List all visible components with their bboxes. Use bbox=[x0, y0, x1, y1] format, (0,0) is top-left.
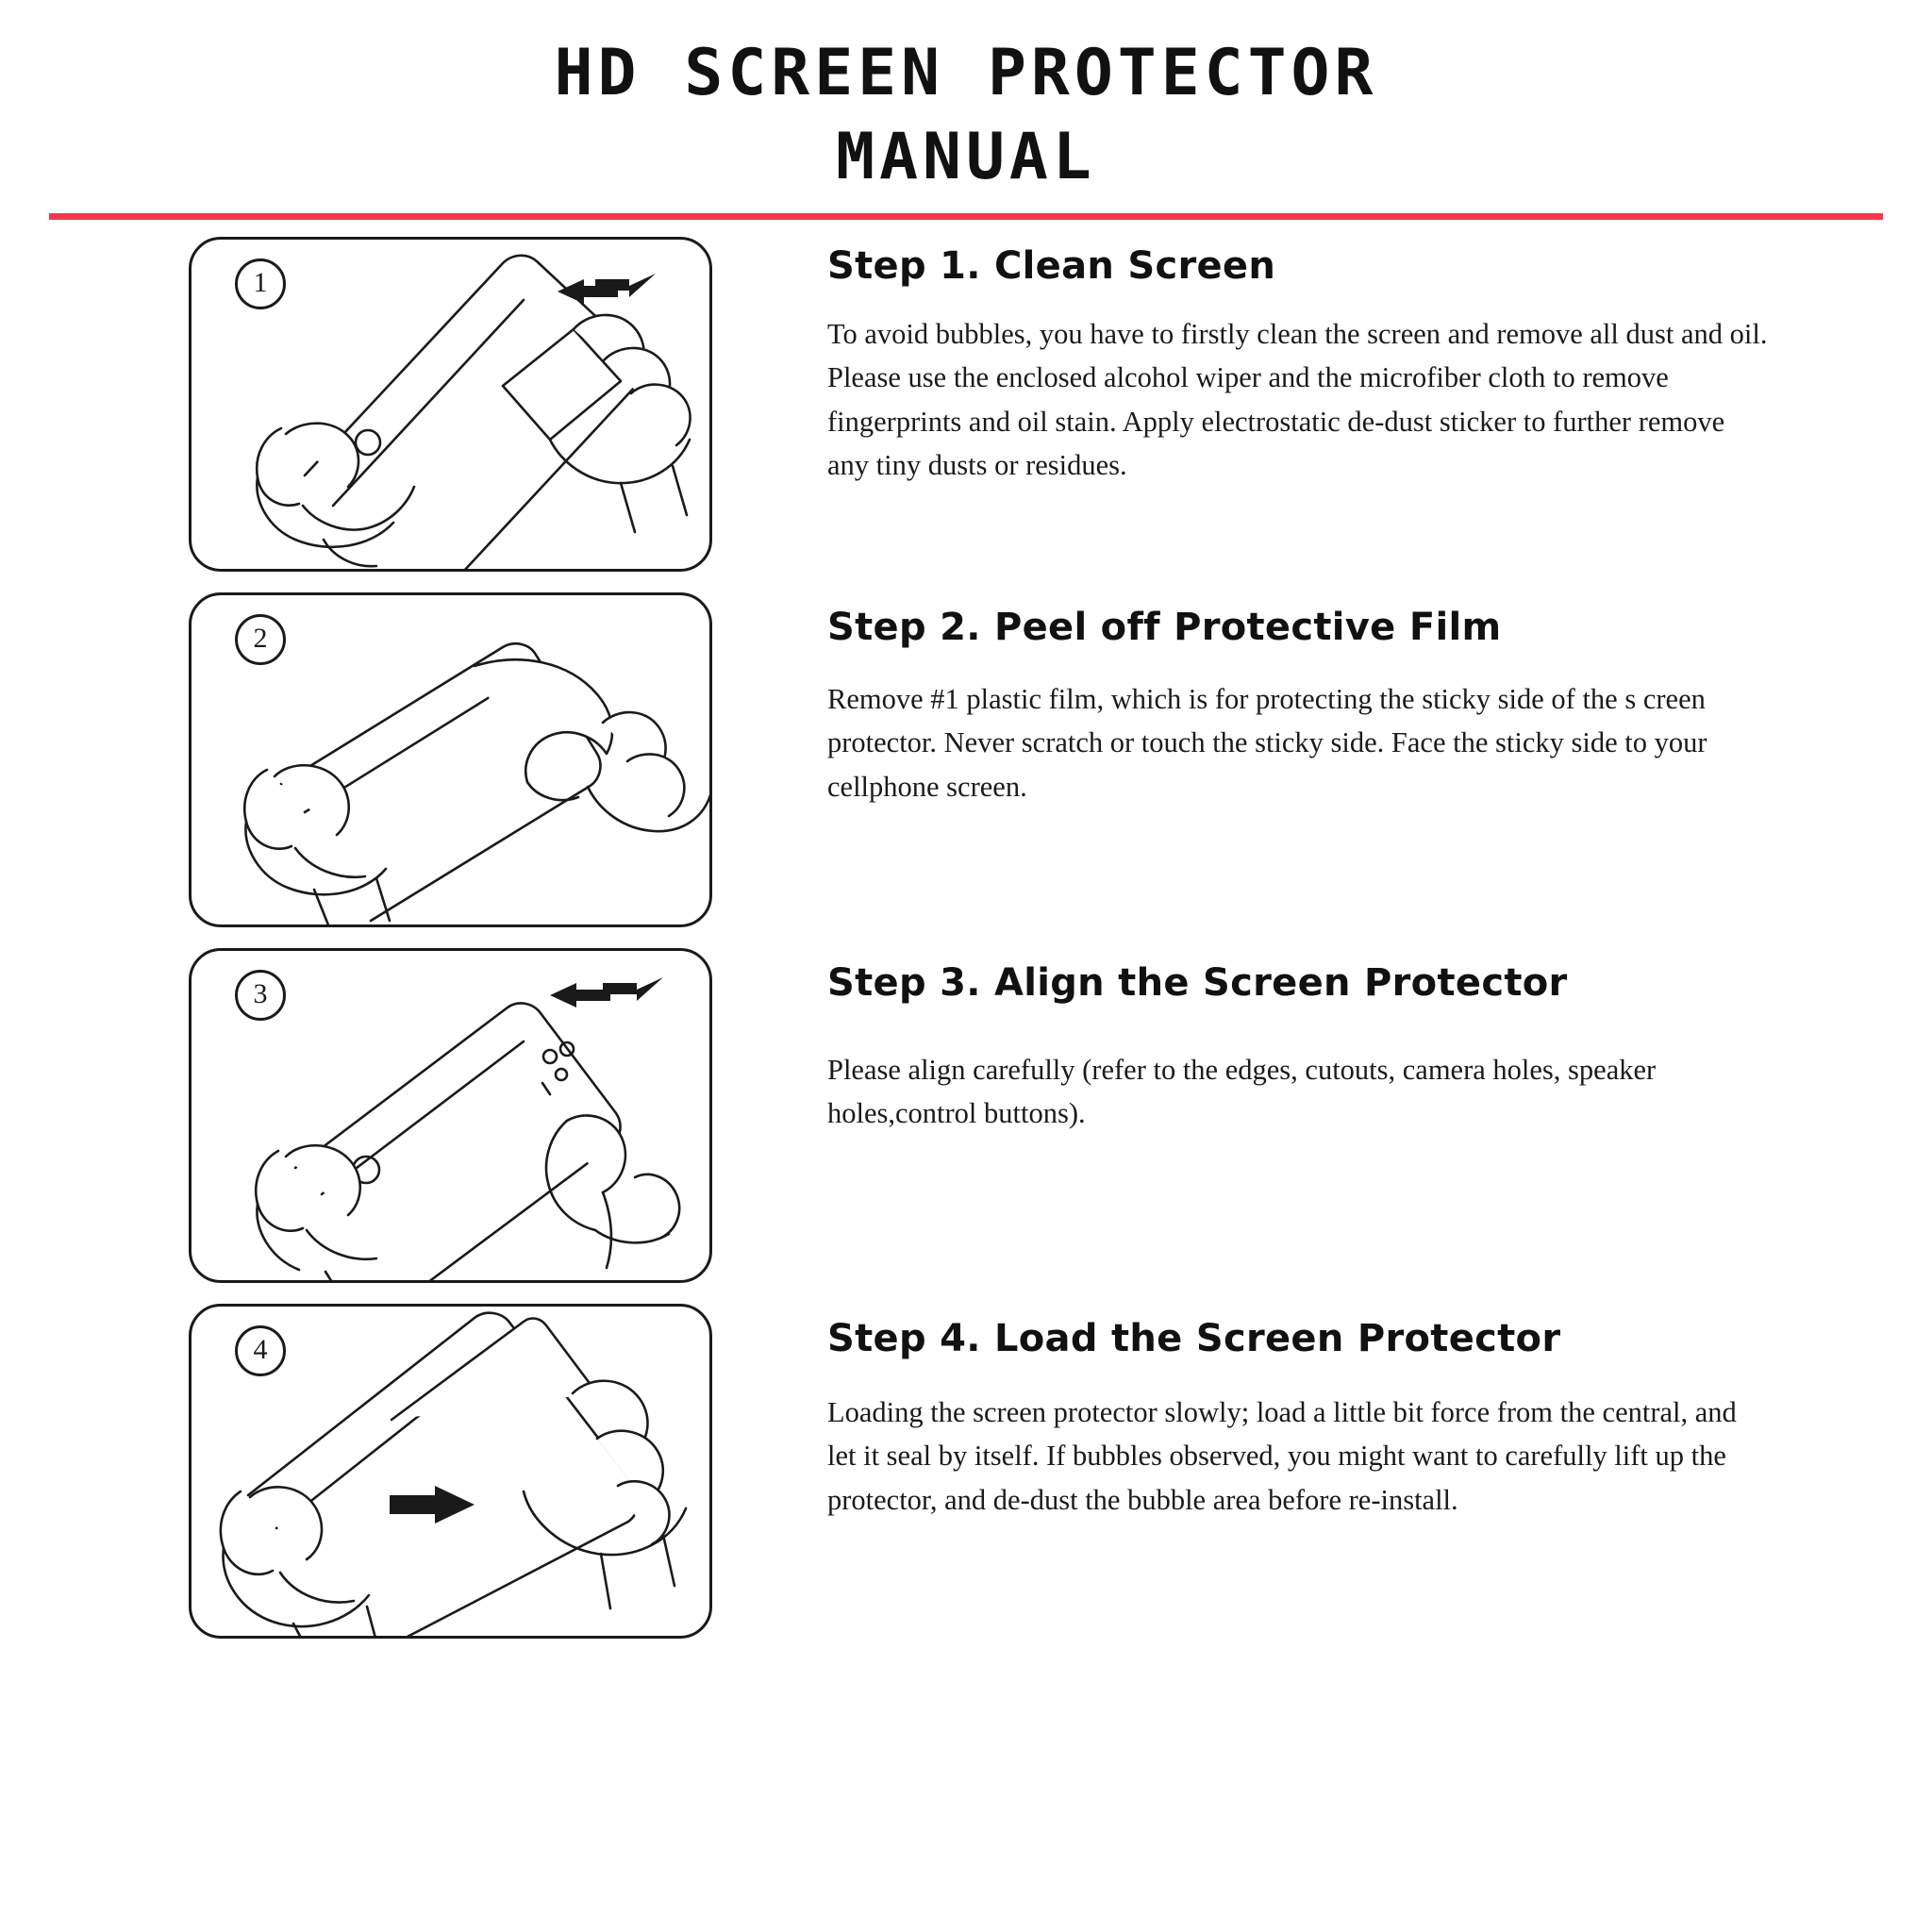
figure-number-badge: 1 bbox=[235, 258, 286, 309]
step-item bbox=[0, 592, 1932, 927]
step-2-text bbox=[712, 592, 1932, 808]
step-2-figure bbox=[189, 592, 712, 927]
figure-number-badge: 2 bbox=[235, 614, 286, 665]
title-line-1: HD SCREEN PROTECTOR bbox=[554, 36, 1378, 110]
figure-number-badge: 4 bbox=[235, 1325, 286, 1376]
step-body: Loading the screen protector slowly; load a little bit force from the central, and let it seal by itself. If bubbles observed, you might want to carefully lift up the protector, and de-dust the bubble area before re-install. bbox=[827, 1396, 1737, 1516]
step-heading: Step 3. Align the Screen Protector bbox=[827, 961, 1568, 1006]
page-title bbox=[0, 0, 1932, 198]
step-3-text bbox=[712, 948, 1932, 1136]
step-heading: Step 1. Clean Screen bbox=[827, 244, 1276, 289]
step-item bbox=[0, 948, 1932, 1283]
steps-list bbox=[0, 237, 1932, 1639]
step-1-text bbox=[712, 237, 1932, 487]
figure-number-badge: 3 bbox=[235, 970, 286, 1021]
step-body: To avoid bubbles, you have to firstly clean the screen and remove all dust and oil. Please use the enclosed alcohol wiper and the microfiber cloth to remove fingerprints and oil stain. Apply electrostatic de-dust sticker to further remove any tiny dusts or residues. bbox=[827, 318, 1768, 482]
step-body: Please align carefully (refer to the edges, cutouts, camera holes, speaker holes,control buttons). bbox=[827, 1054, 1657, 1130]
title-divider bbox=[49, 213, 1883, 220]
step-1-figure bbox=[189, 237, 712, 572]
step-3-figure bbox=[189, 948, 712, 1283]
step-heading: Step 4. Load the Screen Protector bbox=[827, 1317, 1561, 1361]
step-item bbox=[0, 1304, 1932, 1639]
step-item bbox=[0, 237, 1932, 572]
step-4-figure bbox=[189, 1304, 712, 1639]
step-body: Remove #1 plastic film, which is for protecting the sticky side of the s creen protector. Never scratch or touch the sticky side. Face the sticky side to your cellphone screen. bbox=[827, 683, 1707, 803]
step-heading: Step 2. Peel off Protective Film bbox=[827, 606, 1502, 650]
step-4-text bbox=[712, 1304, 1932, 1522]
title-line-2: MANUAL bbox=[836, 120, 1096, 195]
